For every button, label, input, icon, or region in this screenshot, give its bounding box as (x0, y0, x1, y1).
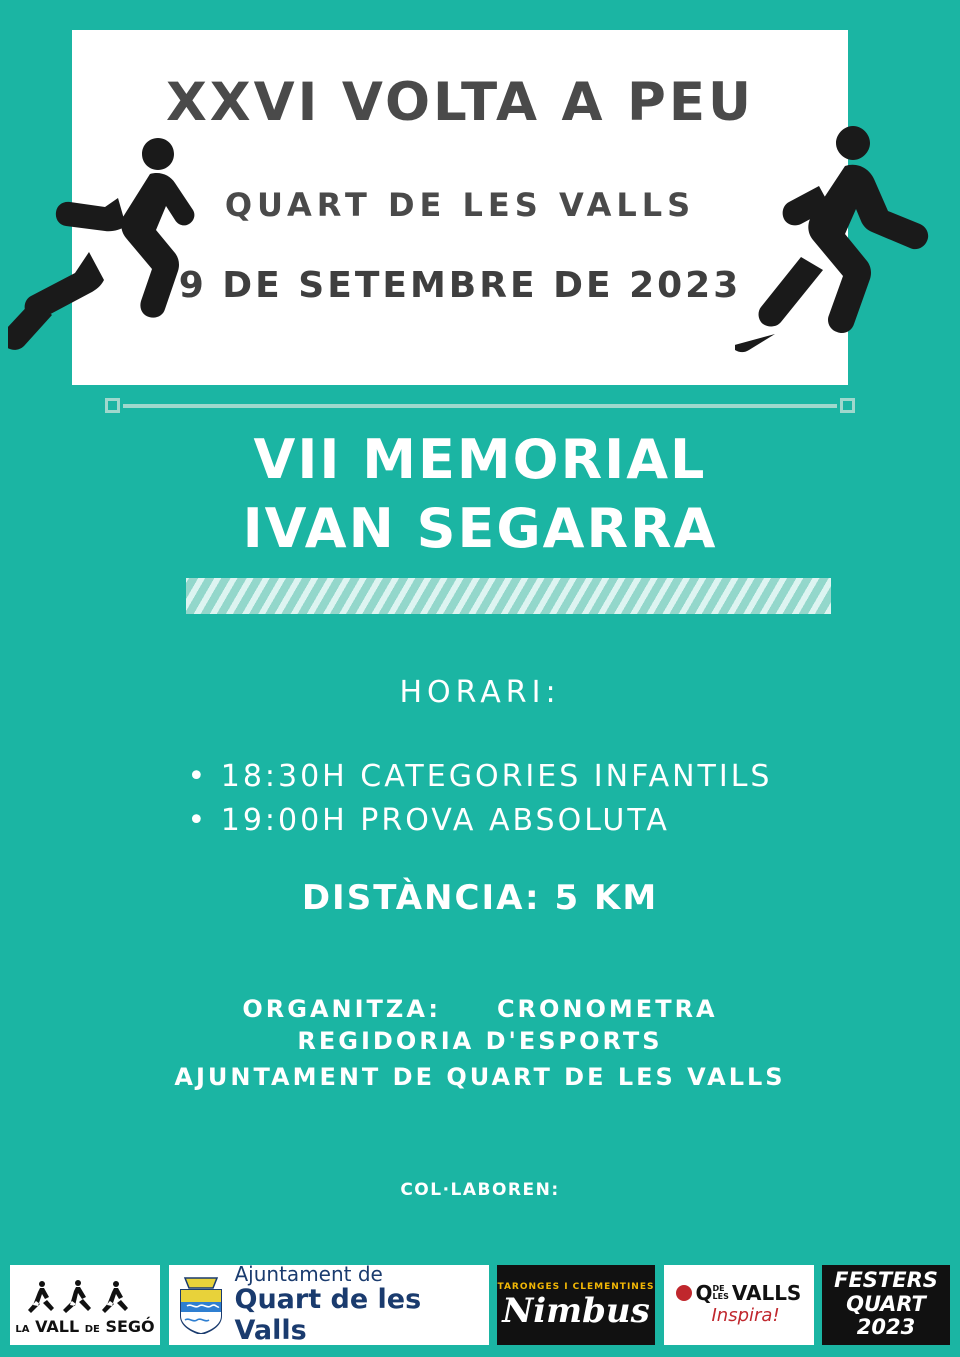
logo3-top: TARONGES I CLEMENTINES (497, 1281, 655, 1292)
organizer-label: ORGANITZA: (242, 995, 441, 1023)
schedule-label: HORARI: (399, 675, 561, 710)
logo1-suffix: SEGÓ (105, 1317, 155, 1336)
sponsor-logo-ajuntament (169, 1265, 489, 1345)
separator-square-right (840, 398, 855, 413)
logo1-main: VALL (35, 1317, 80, 1336)
sponsor-logo-text (15, 1317, 154, 1336)
logo3-main: Nimbus (502, 1290, 650, 1331)
schedule-item: • 18:30H CATEGORIES INFANTILS (187, 759, 773, 794)
memorial-line-2: IVAN SEGARRA (242, 497, 718, 561)
organizer-line: REGIDORIA D'ESPORTS (297, 1027, 663, 1055)
schedule-list (0, 755, 960, 842)
logo5-line3: 2023 (856, 1315, 916, 1340)
page-title: XXVI VOLTA A PEU (165, 72, 755, 133)
organizer-line: AJUNTAMENT DE QUART DE LES VALLS (174, 1063, 786, 1092)
sponsor-logo-festers (822, 1265, 950, 1345)
schedule-item: • 19:00H PROVA ABSOLUTA (187, 802, 670, 838)
separator-square-left (105, 398, 120, 413)
logo4-main1: Q (695, 1281, 713, 1305)
page-subtitle: QUART DE LES VALLS (224, 186, 696, 224)
red-dot-icon (676, 1285, 692, 1301)
logo4-small2: DE (712, 1283, 725, 1293)
sponsor-logo-nimbus (497, 1265, 655, 1345)
sponsor-logo-text (235, 1265, 481, 1345)
event-date: 9 DE SETEMBRE DE 2023 (178, 265, 742, 306)
runner-silhouette-right (735, 120, 950, 370)
logo1-prefix: LA (15, 1324, 30, 1335)
logo2-line2: Quart de les Valls (234, 1284, 422, 1345)
collaborators-label: COL·LABOREN: (400, 1180, 560, 1200)
logo1-de: DE (84, 1324, 100, 1335)
organizer-line: CRONOMETRA (496, 995, 718, 1023)
logo4-row (676, 1283, 802, 1303)
sponsor-logo-la-vall-de-sego (10, 1265, 160, 1345)
poster-hero (0, 0, 960, 400)
separator-line (123, 404, 837, 408)
hatched-divider (186, 578, 831, 614)
runners-icon (20, 1277, 150, 1317)
distance-text: DISTÀNCIA: 5 KM (301, 878, 659, 918)
logo5-line2: QUART (846, 1291, 926, 1316)
logo5-line1: FESTERS (834, 1268, 938, 1293)
runner-silhouette-left (8, 130, 218, 360)
logo4-main2: VALLS (731, 1281, 802, 1305)
logo4-tagline: Inspira! (711, 1305, 780, 1326)
separator-bar (105, 398, 855, 414)
memorial-line-1: VII MEMORIAL (253, 428, 707, 491)
coat-of-arms-icon (177, 1276, 225, 1334)
logo2-line1: Ajuntament de (234, 1264, 383, 1287)
organizers-block (0, 995, 960, 1096)
sponsor-logo-row (10, 1262, 950, 1347)
logo4-small3: LES (712, 1292, 729, 1301)
memorial-heading (0, 425, 960, 563)
sponsor-logo-quart-inspira (664, 1265, 814, 1345)
